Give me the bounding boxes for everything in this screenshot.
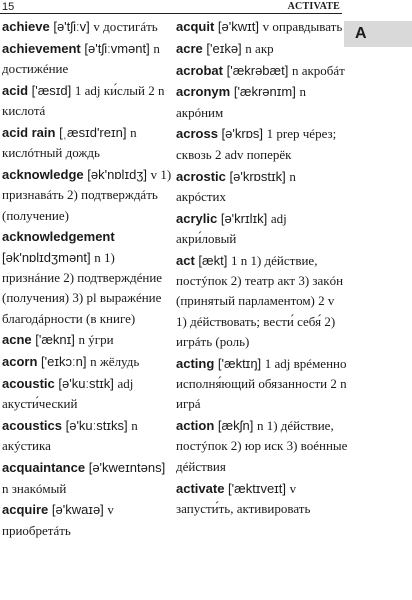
left-column [2,17,174,542]
definition: n ýгри [78,332,114,348]
definition: n кислóтный дождь [2,124,137,161]
headword: acid [2,82,29,98]
headword: acoustic [2,376,55,392]
headword: achieve [2,19,50,34]
dictionary-entry [176,124,348,165]
right-column [176,17,348,521]
headword: activate [176,480,225,496]
dictionary-entry [176,167,348,208]
dictionary-entry [2,500,174,541]
dictionary-entry [2,17,174,37]
headword: acre [176,40,203,56]
headword: acid rain [2,124,56,140]
definition: v запусти́ть, активировать [176,480,311,516]
transcription: [ə'kuːstɪk] [58,376,114,392]
definition: n знакóмый [2,480,67,496]
headword: acne [2,332,32,348]
headword: acrylic [176,210,218,226]
dictionary-entry [176,416,348,477]
dictionary-entry [2,123,174,164]
thumb-index-tab [344,21,412,47]
transcription: [ækt] [198,252,228,268]
transcription: ['ækrənɪm] [233,84,296,100]
transcription: [ək'nɒlɪdʒ] [87,167,147,183]
running-head: ACTIVATE [287,1,340,12]
transcription: [ək'nɒlɪdʒmənt] [2,249,91,265]
dictionary-entry [2,330,174,350]
transcription: ['æktɪŋ] [217,355,262,371]
dictionary-entry [176,251,348,352]
definition: v приобретáть [2,502,114,538]
headword: acquit [176,19,215,34]
definition: 1 adj врéменно исполня́ющий обязанности 2 n игрá [176,355,347,412]
definition: 1 adj ки́слый 2 n кислотá [2,82,165,119]
thumb-index-letter: A [355,25,367,42]
dictionary-entry [176,17,348,37]
transcription: ['æsɪd] [31,82,72,98]
definition: n акрóстих [176,168,296,204]
transcription: ['eɪkɔːn] [41,354,87,370]
dictionary-entry [2,374,174,415]
definition: adj акри́ловый [176,210,287,246]
headword: across [176,126,218,142]
transcription: [ə'kwaɪə] [51,502,104,518]
transcription: ['eɪkə] [206,40,242,56]
transcription: [ə'kuːstɪks] [65,418,128,434]
definition: 1 prep чéрез; сквозь 2 adv поперёк [176,126,337,162]
dictionary-entry [2,227,174,328]
definition: n 1) признáние 2) подтверждéние (получения) 3) pl выражéние благодáрности (в книге) [2,249,163,326]
definition: n достижéние [2,40,160,77]
dictionary-entry [176,479,348,520]
headword: acquire [2,502,49,518]
headword: acrobat [176,62,223,78]
definition: n акýстика [2,418,138,454]
definition: v 1) признавáть 2) подтверждáть (получение) [2,167,172,223]
transcription: ['æktɪveɪt] [228,480,287,496]
dictionary-entry [176,61,348,81]
transcription: ['ækrəbæt] [226,62,289,78]
dictionary-entry [2,165,174,226]
transcription: [ə'krɪlɪk] [220,210,268,226]
headword: acorn [2,354,38,370]
dictionary-entry [176,82,348,123]
headword: act [176,252,195,268]
headword: acknowledgement [2,229,115,245]
definition: v достигáть [93,19,158,34]
transcription: [ə'kweɪntəns] [88,460,166,476]
definition: n акрóним [176,84,306,120]
dictionary-entry [2,39,174,80]
dictionary-entry [176,39,348,59]
transcription: [ə'tʃiːvmənt] [84,40,150,56]
dictionary-entry [2,352,174,372]
transcription: [ə'tʃiːv] [53,19,90,34]
dictionary-entry [176,354,348,415]
headword: achievement [2,40,81,56]
dictionary-entry [2,458,174,499]
headword: acquaintance [2,460,86,476]
definition: n акр [245,40,274,56]
page-number: 15 [2,1,15,13]
definition: v оправдывать [262,19,343,34]
headword: acting [176,355,215,371]
dictionary-entry [2,416,174,457]
headword: acknowledge [2,167,84,183]
transcription: ['æknɪ] [35,332,75,348]
transcription: [ə'krɒs] [221,126,264,142]
definition: adj акусти́ческий [2,376,134,412]
definition: n акробáт [291,62,345,78]
transcription: [ˌæsɪd'reɪn] [59,124,127,140]
headword: acoustics [2,418,62,434]
transcription: [ə'krɒstɪk] [229,168,286,184]
definition: n 1) дéйствие, постýпок 2) юр иск 3) воéнные дéйствия [176,418,348,474]
headword: acronym [176,84,231,100]
transcription: [ækʃn] [217,418,254,434]
page-header [0,0,342,14]
dictionary-entry [176,209,348,250]
transcription: [ə'kwɪt] [217,19,259,34]
dictionary-entry [2,81,174,122]
headword: acrostic [176,168,226,184]
headword: action [176,418,215,434]
definition: n жёлудь [90,354,140,370]
definition: 1 n 1) дéйствие, постýпок 2) театр акт 3) закóн (принятый парламентом) 2 v 1) дéйствовать; вести́ себя́ 2) игрáть (роль) [176,252,344,349]
